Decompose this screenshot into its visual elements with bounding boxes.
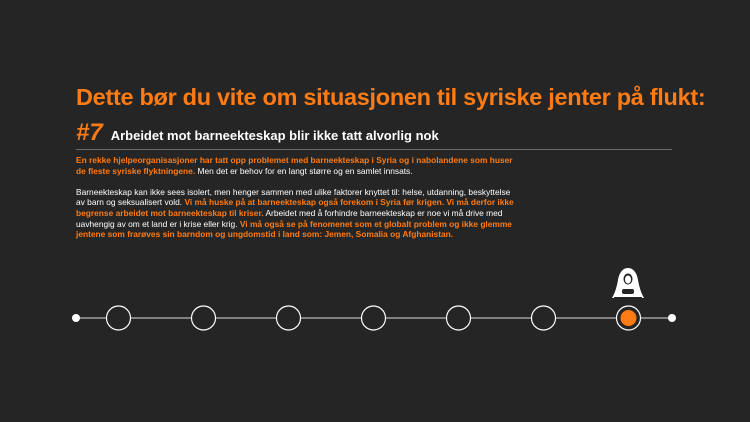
timeline-step-4[interactable] <box>362 306 386 330</box>
timeline-step-5[interactable] <box>447 306 471 330</box>
timeline-start-dot <box>72 314 80 322</box>
paragraph-2-span-2: Vi må huske på at barneekteskap også forekom i Syria før krigen. Vi må derfor ikke begrense arbeidet mot barneekteskap til kriser. <box>76 197 514 218</box>
timeline-step-1[interactable] <box>107 306 131 330</box>
paragraph-2-span-4: Vi må også se på fenomenet som et globalt problem og ikke glemme jentene som frarøves sin barndom og ungdomstid i land som: Jemen, Somalia og Afghanistan. <box>76 218 512 240</box>
timeline-active-marker <box>621 310 637 326</box>
timeline-step-3[interactable] <box>277 306 301 330</box>
timeline-step-6[interactable] <box>532 306 556 330</box>
page-title: Dette bør du vite om situasjonen til syriske jenter på flukt: <box>76 84 706 110</box>
veiled-girl-icon <box>612 268 644 299</box>
paragraph-1-span-2: Men det er behov for en langt større og en samlet innsats. <box>195 165 413 176</box>
paragraph-2-span-3: Arbeidet med å forhindre barneekteskap er noe vi må drive med uavhengig av om et land er i krise eller krig. <box>76 207 503 229</box>
section-heading: Arbeidet mot barneekteskap blir ikke tatt alvorlig nok <box>110 128 439 143</box>
timeline-end-dot <box>668 314 676 322</box>
paragraph-2-span-1: Barneekteskap kan ikke sees isolert, men henger sammen med ulike faktorer knyttet til: helse, utdanning, beskyttelse av barn og seksualisert vold. <box>76 186 511 208</box>
paragraph-1-span-1: En rekke hjelpeorganisasjoner har tatt opp problemet med barneekteskap i Syria og i nabolandene som huser de fleste syriske flyktningene. <box>76 155 513 176</box>
section-number: #7 <box>76 119 103 146</box>
timeline-step-2[interactable] <box>192 306 216 330</box>
